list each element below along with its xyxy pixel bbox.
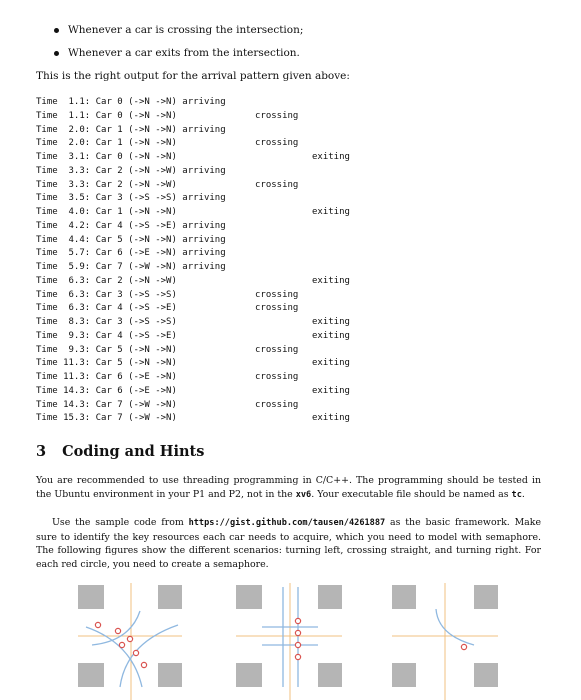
log-event: Time 2.0: Car 1 (->N ->N): [36, 138, 177, 149]
section-heading: [36, 443, 204, 460]
log-status-crossing: crossing: [255, 138, 299, 149]
log-status-exiting: exiting: [312, 317, 350, 327]
bullet-dot: [54, 51, 59, 56]
figure-cross-straight: [236, 583, 342, 700]
corner-block: [392, 585, 416, 609]
log-event: Time 4.0: Car 1 (->N ->N): [36, 207, 177, 217]
log-status-exiting: exiting: [312, 275, 350, 286]
log-status-exiting: exiting: [312, 330, 350, 341]
log-status-exiting: exiting: [312, 152, 350, 162]
semaphore-circle: [141, 662, 146, 667]
log-event: Time 8.3: Car 3 (->S ->S): [36, 317, 177, 327]
log-event: Time 4.4: Car 5 (->N ->N) arriving: [36, 234, 226, 245]
corner-block: [318, 663, 342, 687]
text-run: You are recommended to use threading programming in C/C++. The programming should be tested in the Ubuntu environment in your P1 and P2, not in the: [36, 475, 541, 500]
log-event: Time 3.5: Car 3 (->S ->S) arriving: [36, 193, 226, 204]
bullet-item: [54, 47, 300, 59]
semaphore-circle: [295, 654, 300, 659]
corner-block: [158, 585, 182, 609]
log-event: Time 2.0: Car 1 (->N ->N) arriving: [36, 124, 226, 135]
log-status-crossing: crossing: [255, 179, 299, 190]
log-status-exiting: exiting: [312, 413, 350, 424]
corner-block: [474, 585, 498, 609]
bullet-text: Whenever a car exits from the intersection.: [68, 47, 300, 59]
log-event: Time 1.1: Car 0 (->N ->N): [36, 110, 177, 121]
log-status-exiting: exiting: [312, 358, 350, 369]
semaphore-circle: [95, 622, 100, 627]
log-event: Time 3.1: Car 0 (->N ->N): [36, 152, 177, 162]
log-event: Time 5.7: Car 6 (->E ->N) arriving: [36, 248, 226, 259]
log-event: Time 3.3: Car 2 (->N ->W) arriving: [36, 165, 226, 176]
section-number: 3: [36, 443, 47, 460]
text-run: .: [521, 488, 525, 500]
semaphore-circle: [295, 630, 300, 635]
corner-block: [236, 585, 262, 609]
bullet-item: [54, 24, 303, 36]
text-run: as the basic framework. Make sure to identify the key resources each car needs to acquire, which you need to model with semaphore. The following figures show the different scenarios: turning left, crossing straight, and turning right. For each red circle, you need to create a semaphore.: [36, 517, 541, 570]
log-event: Time 14.3: Car 7 (->W ->N): [36, 399, 177, 410]
log-event: Time 3.3: Car 2 (->N ->W): [36, 179, 177, 190]
text-run: . Your executable file should be named as: [311, 488, 512, 500]
corner-block: [392, 663, 416, 687]
log-status-crossing: crossing: [255, 110, 299, 121]
figure-turn-left: [78, 583, 182, 700]
code-xv6: xv6: [295, 489, 312, 500]
log-event: Time 14.3: Car 6 (->E ->N): [36, 385, 177, 396]
log-status-crossing: crossing: [255, 289, 299, 300]
car-path: [436, 609, 474, 645]
code-executable-name: tc: [511, 489, 522, 500]
bullet-text: Whenever a car is crossing the intersection;: [68, 24, 304, 36]
section-title: Coding and Hints: [62, 443, 205, 460]
log-status-crossing: crossing: [255, 303, 299, 314]
text-run: Use the sample code from: [52, 517, 189, 528]
semaphore-circle: [461, 644, 466, 649]
figure-turn-right: [392, 583, 498, 700]
semaphore-markers: [95, 622, 146, 667]
bullet-dot: [54, 28, 59, 33]
log-event: Time 15.3: Car 7 (->W ->N): [36, 413, 177, 424]
semaphore-circle: [119, 642, 124, 647]
log-status-crossing: crossing: [255, 372, 299, 382]
corner-block: [318, 585, 342, 609]
intersection-figures: [0, 583, 581, 700]
log-event: Time 9.3: Car 4 (->S ->E): [36, 330, 177, 341]
output-intro: This is the right output for the arrival pattern given above:: [36, 70, 350, 82]
log-event: Time 11.3: Car 6 (->E ->N): [36, 372, 177, 382]
log-status-exiting: exiting: [312, 207, 350, 217]
corner-block: [78, 585, 104, 609]
paragraph-framework: [36, 516, 541, 571]
semaphore-circle: [115, 628, 120, 633]
log-event: Time 6.3: Car 2 (->N ->W): [36, 275, 177, 286]
paragraph-requirements: [36, 474, 541, 502]
log-event: Time 1.1: Car 0 (->N ->N) arriving: [36, 97, 226, 107]
sample-code-link[interactable]: https://gist.github.com/tausen/4261887: [188, 518, 386, 528]
log-event: Time 5.9: Car 7 (->W ->N) arriving: [36, 262, 226, 272]
corner-block: [236, 663, 262, 687]
semaphore-circle: [295, 618, 300, 623]
log-status-crossing: crossing: [255, 344, 299, 355]
log-status-crossing: crossing: [255, 399, 299, 410]
log-event: Time 6.3: Car 4 (->S ->E): [36, 303, 177, 314]
corner-block: [78, 663, 104, 687]
semaphore-circle: [133, 650, 138, 655]
log-event: Time 11.3: Car 5 (->N ->N): [36, 358, 177, 369]
semaphore-markers: [461, 644, 466, 649]
corner-block: [474, 663, 498, 687]
log-event: Time 9.3: Car 5 (->N ->N): [36, 344, 177, 355]
log-event: Time 4.2: Car 4 (->S ->E) arriving: [36, 220, 226, 231]
log-status-exiting: exiting: [312, 385, 350, 396]
semaphore-circle: [295, 642, 300, 647]
semaphore-circle: [127, 636, 132, 641]
log-event: Time 6.3: Car 3 (->S ->S): [36, 289, 177, 300]
corner-block: [158, 663, 182, 687]
